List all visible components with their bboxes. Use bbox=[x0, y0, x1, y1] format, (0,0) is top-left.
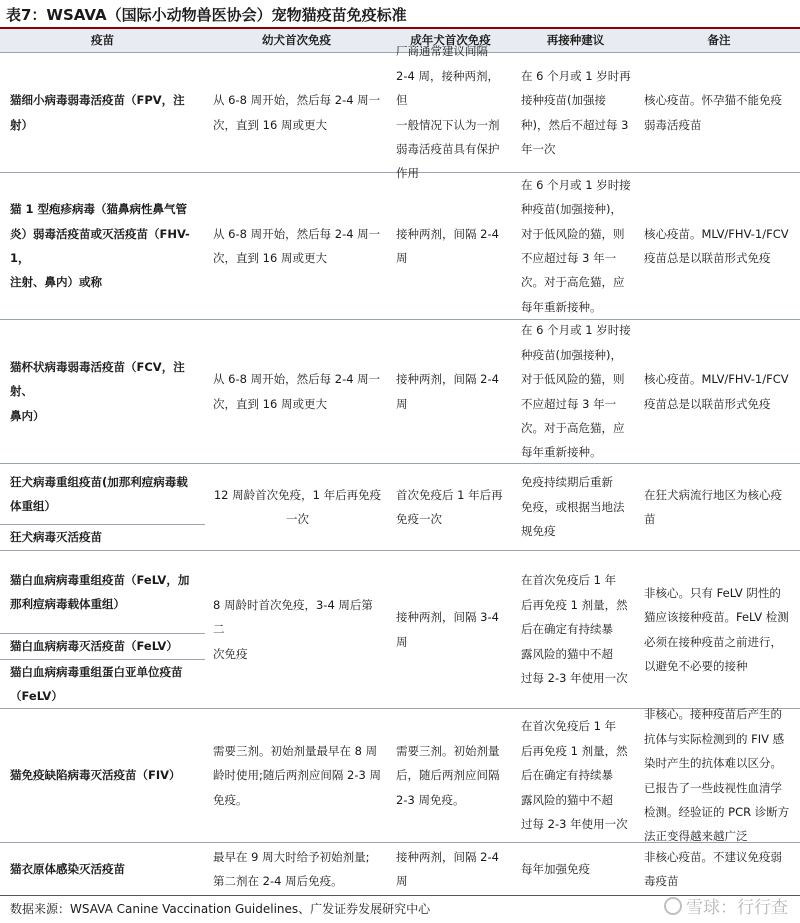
adult-cell: 需要三剂。初始剂量 后，随后两剂应间隔 2-3 周免疫。 bbox=[396, 743, 500, 807]
adult-cell: 接种两剂，间隔 2-4 周 bbox=[396, 226, 499, 265]
revaccination-cell: 在 6 个月或 1 岁时接 种疫苗(加强接种)， 对于低风险的猫，则 不应超过每 3 年一 次。对于高危猫，应 每年重新接种。 bbox=[521, 323, 631, 460]
table-row bbox=[0, 843, 800, 896]
vaccine-cell: 猫杯状病毒弱毒活疫苗（FCV，注射、 鼻内） bbox=[10, 359, 185, 423]
kitten-cell: 从 6-8 周开始，然后每 2-4 周一 次，直到 16 周或更大 bbox=[213, 372, 381, 411]
table-title: 表7：WSAVA（国际小动物兽医协会）宠物猫疫苗免疫标准 bbox=[6, 6, 407, 24]
adult-cell: 首次免疫后 1 年后再 免疫一次 bbox=[396, 487, 503, 526]
adult-cell: 厂商通常建议间隔 2-4 周，接种两剂，但 一般情况下认为一剂 弱毒活疫苗具有保护 作用 bbox=[396, 44, 500, 181]
adult-cell: 接种两剂，间隔 3-4 周 bbox=[396, 610, 499, 649]
source-note: 数据来源：WSAVA Canine Vaccination Guidelines、广发证券发展研究中心 bbox=[10, 902, 431, 916]
revaccination-cell: 免疫持续期后重新 免疫，或根据当地法 规免疫 bbox=[521, 475, 625, 539]
adult-cell: 接种两剂，间隔 2-4 周 bbox=[396, 849, 499, 888]
kitten-cell: 需要三剂。初始剂量最早在 8 周 龄时使用;随后两剂应间隔 2-3 周 免疫。 bbox=[213, 743, 381, 807]
table-row bbox=[0, 551, 800, 709]
column-header-adult: 成年犬首次免疫 bbox=[410, 33, 491, 47]
revaccination-cell: 每年加强免疫 bbox=[521, 861, 590, 876]
vaccine-cell: 猫白血病病毒重组蛋白亚单位疫苗 （FeLV） bbox=[10, 664, 183, 703]
notes-cell: 在狂犬病流行地区为核心疫 苗 bbox=[644, 487, 782, 526]
vaccine-cell: 狂犬病毒重组疫苗(加那利痘病毒载 体重组） bbox=[10, 474, 188, 513]
column-header-kitten: 幼犬首次免疫 bbox=[262, 33, 331, 47]
notes-cell: 非核心。接种疫苗后产生的 抗体与实际检测到的 FIV 感 染时产生的抗体难以区分。 已报告了一些歧视性血清学 检测。经验证的 PCR 诊断方 法正变得越来越广泛 bbox=[644, 707, 790, 844]
vaccine-cell: 狂犬病毒灭活疫苗 bbox=[10, 530, 102, 545]
table-row bbox=[0, 320, 800, 464]
adult-cell: 接种两剂，间隔 2-4 周 bbox=[396, 372, 499, 411]
notes-cell: 核心疫苗。怀孕猫不能免疫 弱毒活疫苗 bbox=[644, 93, 782, 132]
table-row bbox=[0, 44, 800, 181]
notes-cell: 核心疫苗。MLV/FHV-1/FCV 疫苗总是以联苗形式免疫 bbox=[644, 226, 789, 265]
revaccination-cell: 在首次免疫后 1 年 后再免疫 1 剂量，然 后在确定有持续暴 露风险的猫中不超 过每 2-3 年使用一次 bbox=[521, 573, 628, 686]
vaccine-cell: 猫衣原体感染灭活疫苗 bbox=[10, 861, 125, 876]
table-row bbox=[0, 464, 800, 551]
snowball-logo-icon bbox=[664, 897, 682, 915]
notes-cell: 非核心疫苗。不建议免疫弱 毒疫苗 bbox=[644, 849, 782, 888]
revaccination-cell: 在首次免疫后 1 年 后再免疫 1 剂量，然 后在确定有持续暴 露风险的猫中不超 过每 2-3 年使用一次 bbox=[521, 719, 628, 832]
vaccine-cell: 猫白血病病毒灭活疫苗（FeLV） bbox=[10, 639, 178, 654]
kitten-cell: 从 6-8 周开始，然后每 2-4 周一 次，直到 16 周或更大 bbox=[213, 226, 381, 265]
revaccination-cell: 在 6 个月或 1 岁时再 接种疫苗(加强接 种)，然后不超过每 3 年一次 bbox=[521, 68, 631, 156]
kitten-cell: 12 周龄首次免疫，1 年后再免疫 一次 bbox=[213, 487, 382, 526]
notes-cell: 核心疫苗。MLV/FHV-1/FCV 疫苗总是以联苗形式免疫 bbox=[644, 372, 789, 411]
kitten-cell: 最早在 9 周大时给予初始剂量; 第二剂在 2-4 周后免疫。 bbox=[213, 849, 370, 888]
table-row bbox=[0, 173, 800, 320]
vaccine-cell: 猫免疫缺陷病毒灭活疫苗（FIV） bbox=[10, 768, 181, 783]
revaccination-cell: 在 6 个月或 1 岁时接 种疫苗(加强接种)， 对于低风险的猫，则 不应超过每 3 年一 次。对于高危猫，应 每年重新接种。 bbox=[521, 177, 631, 314]
vaccine-cell: 猫白血病病毒重组疫苗（FeLV，加 那利痘病毒载体重组） bbox=[10, 572, 190, 611]
column-header-revaccination: 再接种建议 bbox=[546, 33, 605, 47]
notes-cell: 非核心。只有 FeLV 阴性的 猫应该接种疫苗。FeLV 检测 必须在接种疫苗之前进行， 以避免不必要的接种 bbox=[644, 585, 789, 673]
vaccine-cell: 猫 1 型疱疹病毒（猫鼻病性鼻气管 炎）弱毒活疫苗或灭活疫苗（FHV-1， 注射、鼻内）或称 bbox=[10, 202, 190, 290]
kitten-cell: 8 周龄时首次免疫，3-4 周后第二 次免疫 bbox=[213, 597, 373, 661]
watermark bbox=[664, 893, 788, 918]
kitten-cell: 从 6-8 周开始，然后每 2-4 周一 次，直到 16 周或更大 bbox=[213, 93, 381, 132]
column-header-vaccine: 疫苗 bbox=[91, 33, 114, 47]
watermark-text: 雪球：行行查 bbox=[686, 898, 788, 918]
column-header-notes: 备注 bbox=[707, 33, 731, 47]
table-row bbox=[0, 709, 800, 843]
vaccine-cell: 猫细小病毒弱毒活疫苗（FPV，注射） bbox=[10, 93, 185, 132]
